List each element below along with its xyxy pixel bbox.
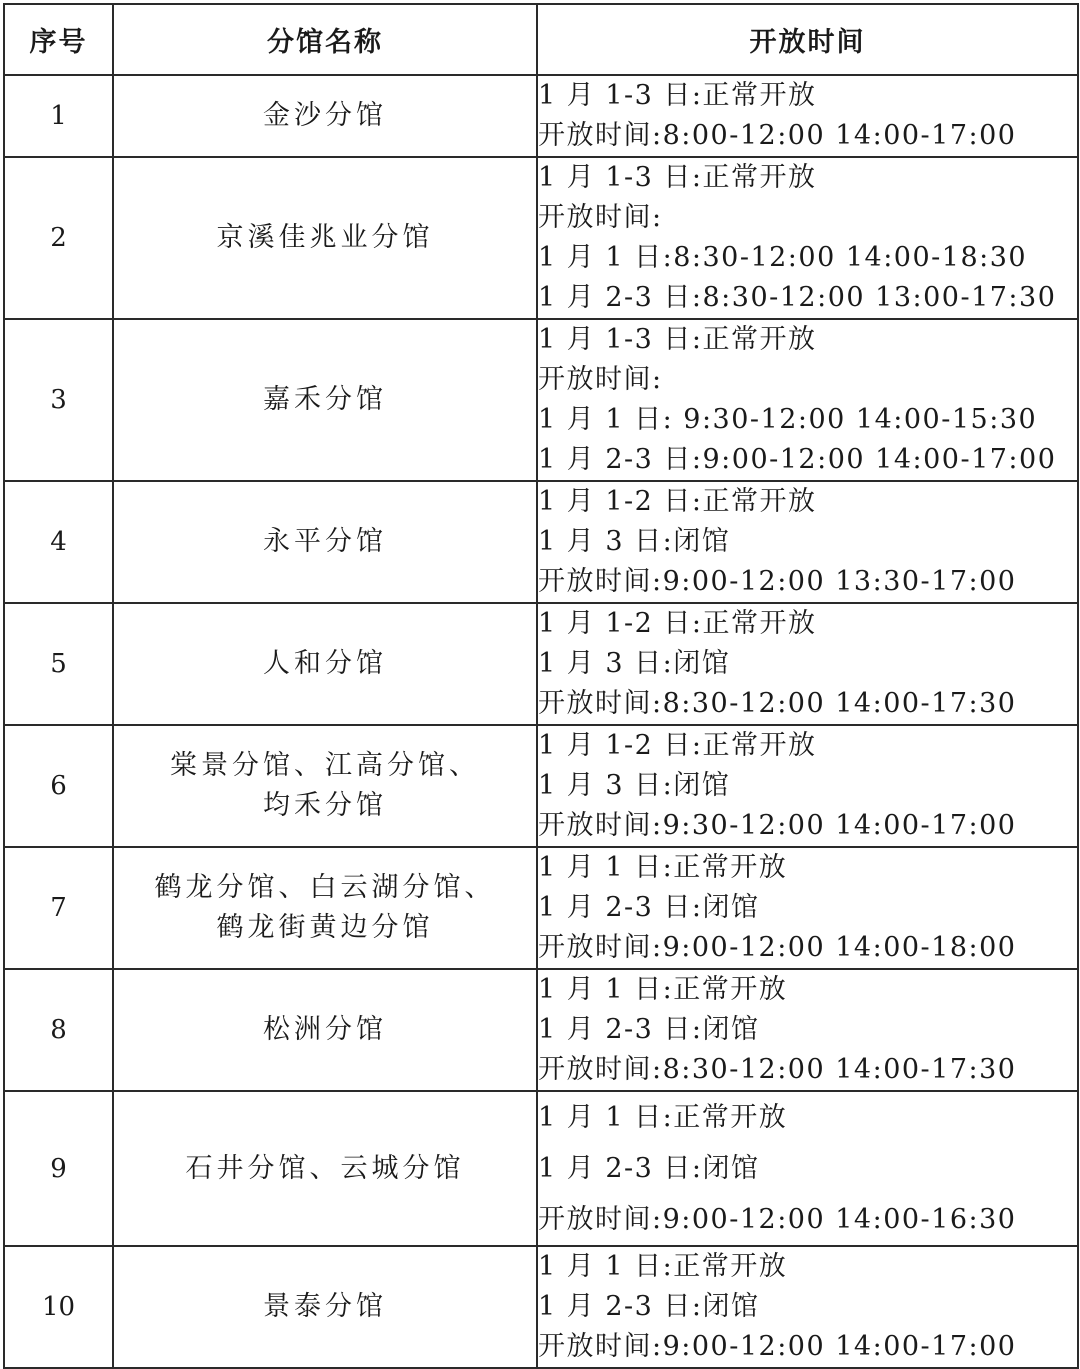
row-index: 10 [4, 1246, 113, 1368]
hours-line: 1 月 2-3 日:闭馆 [538, 1014, 760, 1045]
opening-hours [537, 969, 1078, 1091]
hours-line: 1 月 1 日:正常开放 [538, 974, 788, 1005]
branch-name-line: 金沙分馆 [263, 100, 387, 131]
table-row [4, 157, 1078, 319]
hours-line: 开放时间:9:00-12:00 14:00-17:00 [538, 1331, 1017, 1362]
hours-line: 开放时间: [538, 364, 663, 395]
row-index: 9 [4, 1091, 113, 1246]
opening-hours [537, 319, 1078, 481]
table-row [4, 603, 1078, 725]
branch-name [113, 1246, 537, 1368]
hours-line: 1 月 2-3 日:8:30-12:00 13:00-17:30 [538, 282, 1057, 313]
hours-line: 1 月 3 日:闭馆 [538, 770, 731, 801]
hours-line: 1 月 2-3 日:闭馆 [538, 1291, 760, 1322]
row-index: 6 [4, 725, 113, 847]
branch-name [113, 481, 537, 603]
hours-line: 1 月 2-3 日:9:00-12:00 14:00-17:00 [538, 444, 1057, 475]
opening-hours [537, 725, 1078, 847]
branch-name [113, 603, 537, 725]
branch-name-line: 松洲分馆 [263, 1014, 387, 1045]
row-index: 1 [4, 75, 113, 157]
branch-name-line: 人和分馆 [263, 648, 387, 679]
hours-line: 1 月 1 日:正常开放 [538, 1251, 788, 1282]
table-row [4, 969, 1078, 1091]
branch-name-line: 景泰分馆 [263, 1291, 387, 1322]
hours-line: 1 月 1-2 日:正常开放 [538, 730, 817, 761]
opening-hours [537, 1091, 1078, 1246]
row-index: 3 [4, 319, 113, 481]
hours-line: 1 月 1 日:正常开放 [538, 1102, 788, 1133]
hours-line: 1 月 1 日:正常开放 [538, 852, 788, 883]
header-opening-hours: 开放时间 [537, 4, 1078, 75]
opening-hours [537, 75, 1078, 157]
opening-hours [537, 603, 1078, 725]
branch-name [113, 319, 537, 481]
row-index: 7 [4, 847, 113, 969]
branch-name-line: 永平分馆 [263, 526, 387, 557]
branch-name [113, 75, 537, 157]
opening-hours [537, 481, 1078, 603]
table-row [4, 847, 1078, 969]
row-index: 4 [4, 481, 113, 603]
hours-line: 1 月 2-3 日:闭馆 [538, 892, 760, 923]
hours-line: 开放时间:9:30-12:00 14:00-17:00 [538, 810, 1017, 841]
hours-line: 1 月 3 日:闭馆 [538, 526, 731, 557]
hours-line: 1 月 3 日:闭馆 [538, 648, 731, 679]
table-row [4, 481, 1078, 603]
opening-hours [537, 1246, 1078, 1368]
hours-line: 1 月 1 日:8:30-12:00 14:00-18:30 [538, 242, 1028, 273]
table-row [4, 725, 1078, 847]
branch-name [113, 157, 537, 319]
hours-line: 1 月 1-2 日:正常开放 [538, 486, 817, 517]
branch-name [113, 847, 537, 969]
hours-line: 开放时间:9:00-12:00 14:00-16:30 [538, 1204, 1017, 1235]
hours-line: 1 月 1-3 日:正常开放 [538, 80, 817, 111]
header-branch-name: 分馆名称 [113, 4, 537, 75]
branch-name-line: 石井分馆、云城分馆 [185, 1152, 465, 1184]
row-index: 8 [4, 969, 113, 1091]
row-index: 2 [4, 157, 113, 319]
opening-hours [537, 847, 1078, 969]
branch-name-line: 棠景分馆、江高分馆、 [170, 750, 480, 781]
table-row [4, 75, 1078, 157]
branch-name [113, 725, 537, 847]
hours-line: 开放时间:8:30-12:00 14:00-17:30 [538, 688, 1017, 719]
hours-line: 1 月 1-3 日:正常开放 [538, 324, 817, 355]
row-index: 5 [4, 603, 113, 725]
hours-line: 开放时间: [538, 202, 663, 233]
branch-name [113, 1091, 537, 1246]
table-row [4, 1091, 1078, 1246]
table-row [4, 1246, 1078, 1368]
hours-line: 开放时间:8:00-12:00 14:00-17:00 [538, 120, 1017, 151]
header-row [4, 4, 1078, 75]
hours-line: 开放时间:9:00-12:00 13:30-17:00 [538, 566, 1017, 597]
hours-line: 开放时间:8:30-12:00 14:00-17:30 [538, 1054, 1017, 1085]
branch-name [113, 969, 537, 1091]
opening-hours-table [3, 3, 1079, 1369]
hours-line: 开放时间:9:00-12:00 14:00-18:00 [538, 932, 1017, 963]
branch-name-line: 京溪佳兆业分馆 [216, 222, 434, 253]
branch-name-line: 鹤龙分馆、白云湖分馆、 [154, 872, 496, 903]
opening-hours [537, 157, 1078, 319]
hours-line: 1 月 1-2 日:正常开放 [538, 608, 817, 639]
table-row [4, 319, 1078, 481]
hours-line: 1 月 2-3 日:闭馆 [538, 1153, 760, 1184]
branch-name-line: 嘉禾分馆 [263, 384, 387, 415]
hours-line: 1 月 1-3 日:正常开放 [538, 162, 817, 193]
branch-name-line: 鹤龙街黄边分馆 [216, 912, 434, 943]
hours-line: 1 月 1 日: 9:30-12:00 14:00-15:30 [538, 404, 1038, 435]
branch-name-line: 均禾分馆 [263, 790, 387, 821]
header-index: 序号 [4, 4, 113, 75]
